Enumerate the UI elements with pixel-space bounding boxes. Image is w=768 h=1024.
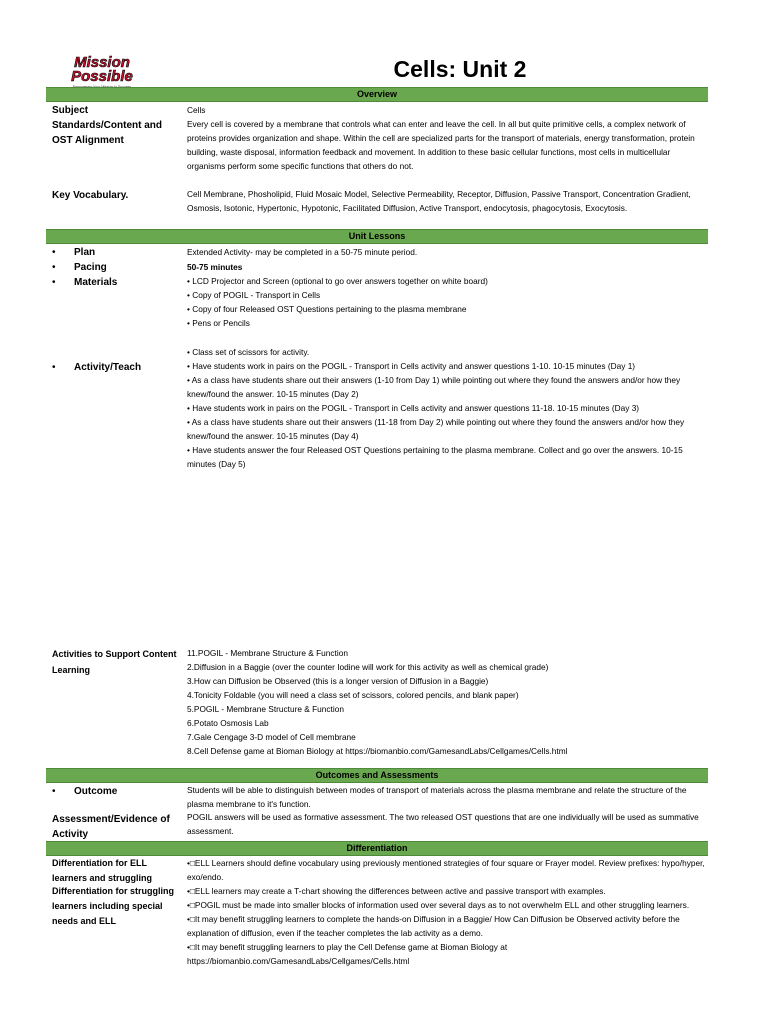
plan-row <box>52 245 95 260</box>
differentiation-label-struggling: Differentiation for struggling learners including special needs and ELL <box>52 886 174 926</box>
page-title: Cells: Unit 2 <box>393 56 527 82</box>
pacing-row <box>52 260 107 275</box>
bullet: • <box>52 277 56 288</box>
materials-row <box>52 275 117 290</box>
support-item: 3.How can Diffusion be Observed (this is a longer version of Diffusion in a Baggie) <box>187 676 489 686</box>
differentiation-item: •□It may benefit struggling learners to play the Cell Defense game at Bioman Biology at https://biomanbio.com/GamesandLabs/Cellgames/Cells.html <box>187 942 508 966</box>
plan-value: Extended Activity- may be completed in a 50-75 minute period. <box>187 247 418 257</box>
outcome-label: Outcome <box>74 786 118 797</box>
bullet: • <box>52 362 56 373</box>
support-item: 11.POGIL - Membrane Structure & Function <box>187 648 348 658</box>
assessment-label: Assessment/Evidence of Activity <box>52 814 170 840</box>
support-label: Activities to Support Content Learning <box>52 649 177 675</box>
outcome-value: Students will be able to distinguish between modes of transport of materials across the plasma membrane and relate the structure of the plasma membrane to it's function. <box>187 785 687 809</box>
materials-label: Materials <box>74 277 118 288</box>
vocab-value: Cell Membrane, Phosholipid, Fluid Mosaic Model, Selective Permeability, Receptor, Diffusion, Passive Transport, Concentration Gradient, Osmosis, Isotonic, Hypertonic, Hypotonic, Facilitated Diffusion, Active Transport, endocytosis, phagocytosis, Exocytosis. <box>187 189 691 213</box>
plan-label: Plan <box>74 247 96 258</box>
differentiation-header: Differentiation <box>46 841 708 856</box>
materials-list <box>187 274 707 330</box>
support-item: 6.Potato Osmosis Lab <box>187 718 269 728</box>
pacing-label: Pacing <box>74 262 107 273</box>
support-list <box>187 646 707 758</box>
activity-label: Activity/Teach <box>74 362 142 373</box>
logo-line2: Possible <box>71 68 133 85</box>
standards-value: Every cell is covered by a membrane that controls what can enter and leave the cell. In all but quite primitive cells, a complex network of proteins provides organization and shape. Within the cell are specialized parts for the transport of materials, energy transformation, protein building, waste disposal, information feedback and movement. In addition to these basic cellular functions, most cells in multicellular organisms perform some specific functions that others do not. <box>187 119 695 171</box>
differentiation-item: •□It may benefit struggling learners to complete the hands-on Diffusion in a Baggie/ How Can Diffusion be Observed activity before the explanation of diffusion, even if the teacher completes the lab activity as a demo. <box>187 914 680 938</box>
activity-row <box>52 360 141 375</box>
bullet: • <box>52 247 56 258</box>
unit-lessons-header: Unit Lessons <box>46 229 708 244</box>
activity-item: • Have students work in pairs on the POGIL - Transport in Cells activity and answer questions 11-18. 10-15 minutes (Day 3) <box>187 403 640 413</box>
support-item: 8.Cell Defense game at Bioman Biology at https://biomanbio.com/GamesandLabs/Cellgames/Cells.html <box>187 746 568 756</box>
logo-line1: Mission <box>74 54 130 71</box>
support-item: 5.POGIL - Membrane Structure & Function <box>187 704 344 714</box>
differentiation-item: •□ELL Learners should define vocabulary using previously mentioned strategies of four square or Frayer model. Review prefixes: hypo/hyper, exo/endo. <box>187 858 705 882</box>
differentiation-item: •□ELL learners may create a T-chart showing the differences between active and passive transport with examples. <box>187 886 606 896</box>
activity-item: • As a class have students share out their answers (11-18 from Day 2) while pointing out where they found the answers and/or how they knew/found the answer. 10-15 minutes (Day 4) <box>187 417 685 441</box>
outcome-row <box>52 784 117 799</box>
activity-item: • Class set of scissors for activity. <box>187 347 310 357</box>
subject-value: Cells <box>187 105 206 115</box>
differentiation-list <box>187 856 707 968</box>
assessment-value: POGIL answers will be used as formative assessment. The two released OST questions that are one individually will be used as summative assessment. <box>187 812 699 836</box>
activity-item: • Have students answer the four Released OST Questions pertaining to the plasma membrane. Collect and go over the answers. 10-15 minutes (Day 5) <box>187 445 683 469</box>
bullet: • <box>52 262 56 273</box>
activity-item: • As a class have students share out their answers (1-10 from Day 1) while pointing out where they found the answers and/or how they knew/found the answer. 10-15 minutes (Day 2) <box>187 375 681 399</box>
pacing-value: 50-75 minutes <box>187 262 243 272</box>
standards-label: Standards/Content and OST Alignment <box>52 120 163 146</box>
mission-possible-logo <box>58 52 146 90</box>
support-item: 2.Diffusion in a Baggie (over the counter Iodine will work for this activity as well as chemical grade) <box>187 662 549 672</box>
activity-item: • Have students work in pairs on the POGIL - Transport in Cells activity and answer questions 1-10. 10-15 minutes (Day 1) <box>187 361 636 371</box>
materials-item: • LCD Projector and Screen (optional to go over answers together on white board) <box>187 276 488 286</box>
support-item: 7.Gale Cengage 3-D model of Cell membrane <box>187 732 356 742</box>
support-item: 4.Tonicity Foldable (you will need a class set of scissors, colored pencils, and blank paper) <box>187 690 519 700</box>
outcomes-header: Outcomes and Assessments <box>46 768 708 783</box>
bullet: • <box>52 786 56 797</box>
subject-label: Subject <box>52 105 89 116</box>
activity-list <box>187 345 707 471</box>
vocab-label: Key Vocabulary. <box>52 190 129 201</box>
differentiation-item: •□POGIL must be made into smaller blocks of information used over several days as to not overwhelm ELL and other struggling learners. <box>187 900 690 910</box>
overview-header: Overview <box>46 87 708 102</box>
materials-item: • Copy of POGIL - Transport in Cells <box>187 290 321 300</box>
materials-item: • Pens or Pencils <box>187 318 250 328</box>
materials-item: • Copy of four Released OST Questions pertaining to the plasma membrane <box>187 304 467 314</box>
differentiation-label-ell: Differentiation for ELL learners and struggling <box>52 858 153 883</box>
